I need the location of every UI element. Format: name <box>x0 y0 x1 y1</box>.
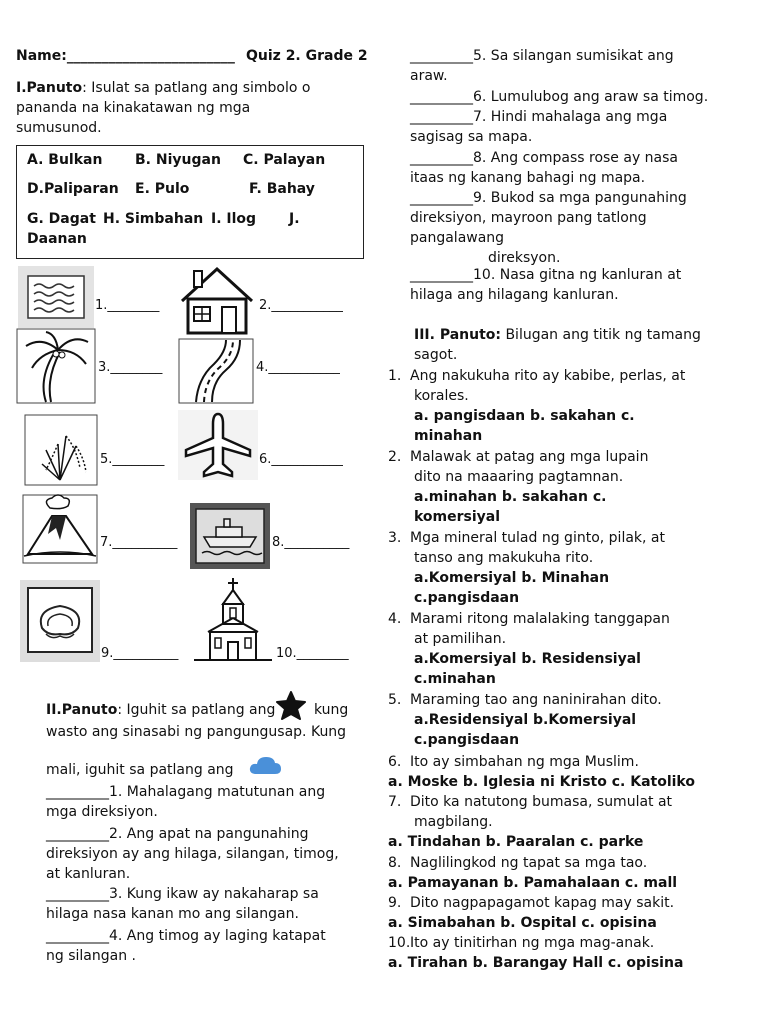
answer-options[interactable]: a. Tirahan b. Barangay Hall c. opisina <box>388 955 684 971</box>
star-icon <box>276 691 306 721</box>
church-icon <box>194 578 272 662</box>
tf-item-9 <box>410 188 755 268</box>
answer-blank[interactable]: 5.________ <box>100 452 165 467</box>
island-icon <box>20 580 100 662</box>
tf-item-text: hilaga ang hilagang kanluran. <box>410 287 619 303</box>
quiz-title: Quiz 2. Grade 2 <box>246 48 368 64</box>
tf-item-7 <box>410 107 755 147</box>
answer-options[interactable]: minahan <box>414 428 483 444</box>
sea-waves-icon <box>18 266 94 328</box>
legend-item: Daanan <box>27 231 87 247</box>
tf-item-text: at kanluran. <box>46 866 131 882</box>
tf-item-text: hilaga nasa kanan mo ang silangan. <box>46 906 299 922</box>
question-text: dito na maaaring pagtamnan. <box>414 469 624 485</box>
answer-blank[interactable]: 3.________ <box>98 360 163 375</box>
mc-question-8 <box>388 853 758 893</box>
tf-item-text: _________10. Nasa gitna ng kanluran at <box>410 267 682 283</box>
tf-item-text: _________2. Ang apat na pangunahing <box>46 826 309 842</box>
question-text: Marami ritong malalaking tanggapan <box>410 611 670 627</box>
tf-item-text: ng silangan . <box>46 948 136 964</box>
tf-item-text: _________3. Kung ikaw ay nakaharap sa <box>46 886 319 902</box>
mc-question-10 <box>388 933 758 973</box>
name-field-label: Name:________________________ <box>16 48 235 64</box>
answer-options[interactable]: a.Komersiyal b. Minahan <box>414 570 610 586</box>
tf-item-text: _________6. Lumulubog ang araw sa timog. <box>410 89 709 105</box>
cloud-icon <box>248 754 282 776</box>
tf-item-text: direksiyon, mayroon pang tatlong <box>410 210 647 226</box>
question-number: 7. <box>388 794 402 810</box>
legend-item: E. Pulo <box>135 181 190 197</box>
part2-text-d: mali, iguhit sa patlang ang <box>46 762 234 778</box>
question-text: magbilang. <box>414 814 493 830</box>
question-number: 8. <box>388 855 402 871</box>
answer-options[interactable]: c.pangisdaan <box>414 590 520 606</box>
tf-item-2 <box>46 824 366 884</box>
tf-item-10 <box>410 265 755 305</box>
tf-item-text: _________9. Bukod sa mga pangunahing <box>410 190 687 206</box>
legend-item: G. Dagat <box>27 211 96 227</box>
question-number: 1. <box>388 368 402 384</box>
tf-item-8 <box>410 148 755 188</box>
legend-item: H. Simbahan <box>103 211 204 227</box>
mc-question-9 <box>388 893 758 933</box>
tf-item-text: _________4. Ang timog ay laging katapat <box>46 928 326 944</box>
legend-box <box>16 145 364 259</box>
tf-item-text: sagisag sa mapa. <box>410 129 533 145</box>
tf-item-3 <box>46 884 366 924</box>
ship-icon <box>190 503 270 569</box>
answer-options[interactable]: a. Pamayanan b. Pamahalaan c. mall <box>388 875 678 891</box>
tf-item-4 <box>46 926 366 966</box>
question-text: tanso ang makukuha rito. <box>414 550 594 566</box>
tf-item-1 <box>46 782 366 822</box>
answer-blank[interactable]: 10.________ <box>276 646 349 661</box>
legend-item: J. <box>289 211 300 227</box>
part2-text-a: : Iguhit sa patlang ang <box>117 702 276 718</box>
mc-question-6 <box>388 752 758 792</box>
legend-item: F. Bahay <box>249 181 315 197</box>
question-number: 2. <box>388 449 402 465</box>
answer-options[interactable]: a.Residensiyal b.Komersiyal <box>414 712 637 728</box>
mc-question-5 <box>388 690 758 750</box>
tf-item-text: itaas ng kanang bahagi ng mapa. <box>410 170 646 186</box>
question-number: 10. <box>388 935 411 951</box>
question-text: at pamilihan. <box>414 631 507 647</box>
question-text: Ito ay tinitirhan ng mga mag-anak. <box>410 935 655 951</box>
question-text: Mga mineral tulad ng ginto, pilak, at <box>410 530 665 546</box>
part3-text-a: Bilugan ang titik ng tamang <box>501 327 701 343</box>
question-number: 4. <box>388 611 402 627</box>
answer-options[interactable]: a.Komersiyal b. Residensiyal <box>414 651 641 667</box>
volcano-icon <box>22 494 98 564</box>
road-icon <box>178 338 254 404</box>
part1-text: : Isulat sa patlang ang simbolo o pananda na kinakatawan ng mga sumusunod. <box>16 80 311 136</box>
answer-blank[interactable]: 7.__________ <box>100 535 178 550</box>
question-text: Ang nakukuha rito ay kabibe, perlas, at <box>410 368 686 384</box>
answer-options[interactable]: c.minahan <box>414 671 496 687</box>
answer-options[interactable]: komersiyal <box>414 509 501 525</box>
question-text: korales. <box>414 388 469 404</box>
question-text: Ito ay simbahan ng mga Muslim. <box>410 754 639 770</box>
answer-blank[interactable]: 9.__________ <box>101 646 179 661</box>
question-number: 6. <box>388 754 402 770</box>
tf-item-6 <box>410 87 755 107</box>
tf-item-text: pangalawang <box>410 230 505 246</box>
question-number: 9. <box>388 895 402 911</box>
answer-blank[interactable]: 6.___________ <box>259 452 343 467</box>
answer-options[interactable]: c.pangisdaan <box>414 732 520 748</box>
airplane-icon <box>178 410 258 480</box>
part1-label: I.Panuto <box>16 80 83 96</box>
tf-item-text: araw. <box>410 68 448 84</box>
legend-item: I. Ilog <box>211 211 257 227</box>
mc-question-3 <box>388 528 758 608</box>
part3-text-b: sagot. <box>414 347 458 363</box>
answer-blank[interactable]: 8.__________ <box>272 535 350 550</box>
tf-item-text: direksyon. <box>488 250 561 266</box>
question-number: 5. <box>388 692 402 708</box>
tf-item-text: _________5. Sa silangan sumisikat ang <box>410 48 674 64</box>
question-text: Naglilingkod ng tapat sa mga tao. <box>410 855 648 871</box>
legend-item: A. Bulkan <box>27 152 103 168</box>
answer-options[interactable]: a. Moske b. Iglesia ni Kristo c. Katoliko <box>388 774 695 790</box>
mc-question-7 <box>388 792 758 852</box>
answer-options[interactable]: a. Simabahan b. Ospital c. opisina <box>388 915 657 931</box>
question-text: Dito ka natutong bumasa, sumulat at <box>410 794 673 810</box>
coconut-tree-icon <box>16 328 96 404</box>
tf-item-text: direksiyon ay ang hilaga, silangan, timog, <box>46 846 339 862</box>
tf-item-text: mga direksiyon. <box>46 804 158 820</box>
mc-question-1 <box>388 366 758 446</box>
tf-item-5 <box>410 46 755 86</box>
question-text: Maraming tao ang naninirahan dito. <box>410 692 662 708</box>
legend-item: C. Palayan <box>243 152 326 168</box>
mc-question-4 <box>388 609 758 689</box>
house-icon <box>178 265 256 335</box>
answer-options[interactable]: a. Tindahan b. Paaralan c. parke <box>388 834 644 850</box>
answer-options[interactable]: a.minahan b. sakahan c. <box>414 489 607 505</box>
answer-options[interactable]: a. pangisdaan b. sakahan c. <box>414 408 635 424</box>
part2-label: II.Panuto <box>46 702 118 718</box>
answer-blank[interactable]: 2.___________ <box>259 298 343 313</box>
tf-item-text: _________8. Ang compass rose ay nasa <box>410 150 679 166</box>
part3-instruction <box>414 325 754 365</box>
tf-item-text: _________1. Mahalagang matutunan ang <box>46 784 326 800</box>
part3-label: III. Panuto: <box>414 327 501 343</box>
tf-item-text: _________7. Hindi mahalaga ang mga <box>410 109 668 125</box>
part2-instruction-line1 <box>46 700 275 720</box>
answer-blank[interactable]: 4.___________ <box>256 360 340 375</box>
part2-text-b: kung <box>314 702 349 718</box>
rice-plant-icon <box>24 414 98 486</box>
part1-instruction <box>16 78 316 138</box>
legend-item: D.Paliparan <box>27 181 119 197</box>
part2-text-c: wasto ang sinasabi ng pangungusap. Kung <box>46 724 347 740</box>
legend-item: B. Niyugan <box>135 152 221 168</box>
mc-question-2 <box>388 447 758 527</box>
question-text: Dito nagpapagamot kapag may sakit. <box>410 895 675 911</box>
answer-blank[interactable]: 1.________ <box>95 298 160 313</box>
question-text: Malawak at patag ang mga lupain <box>410 449 649 465</box>
question-number: 3. <box>388 530 402 546</box>
